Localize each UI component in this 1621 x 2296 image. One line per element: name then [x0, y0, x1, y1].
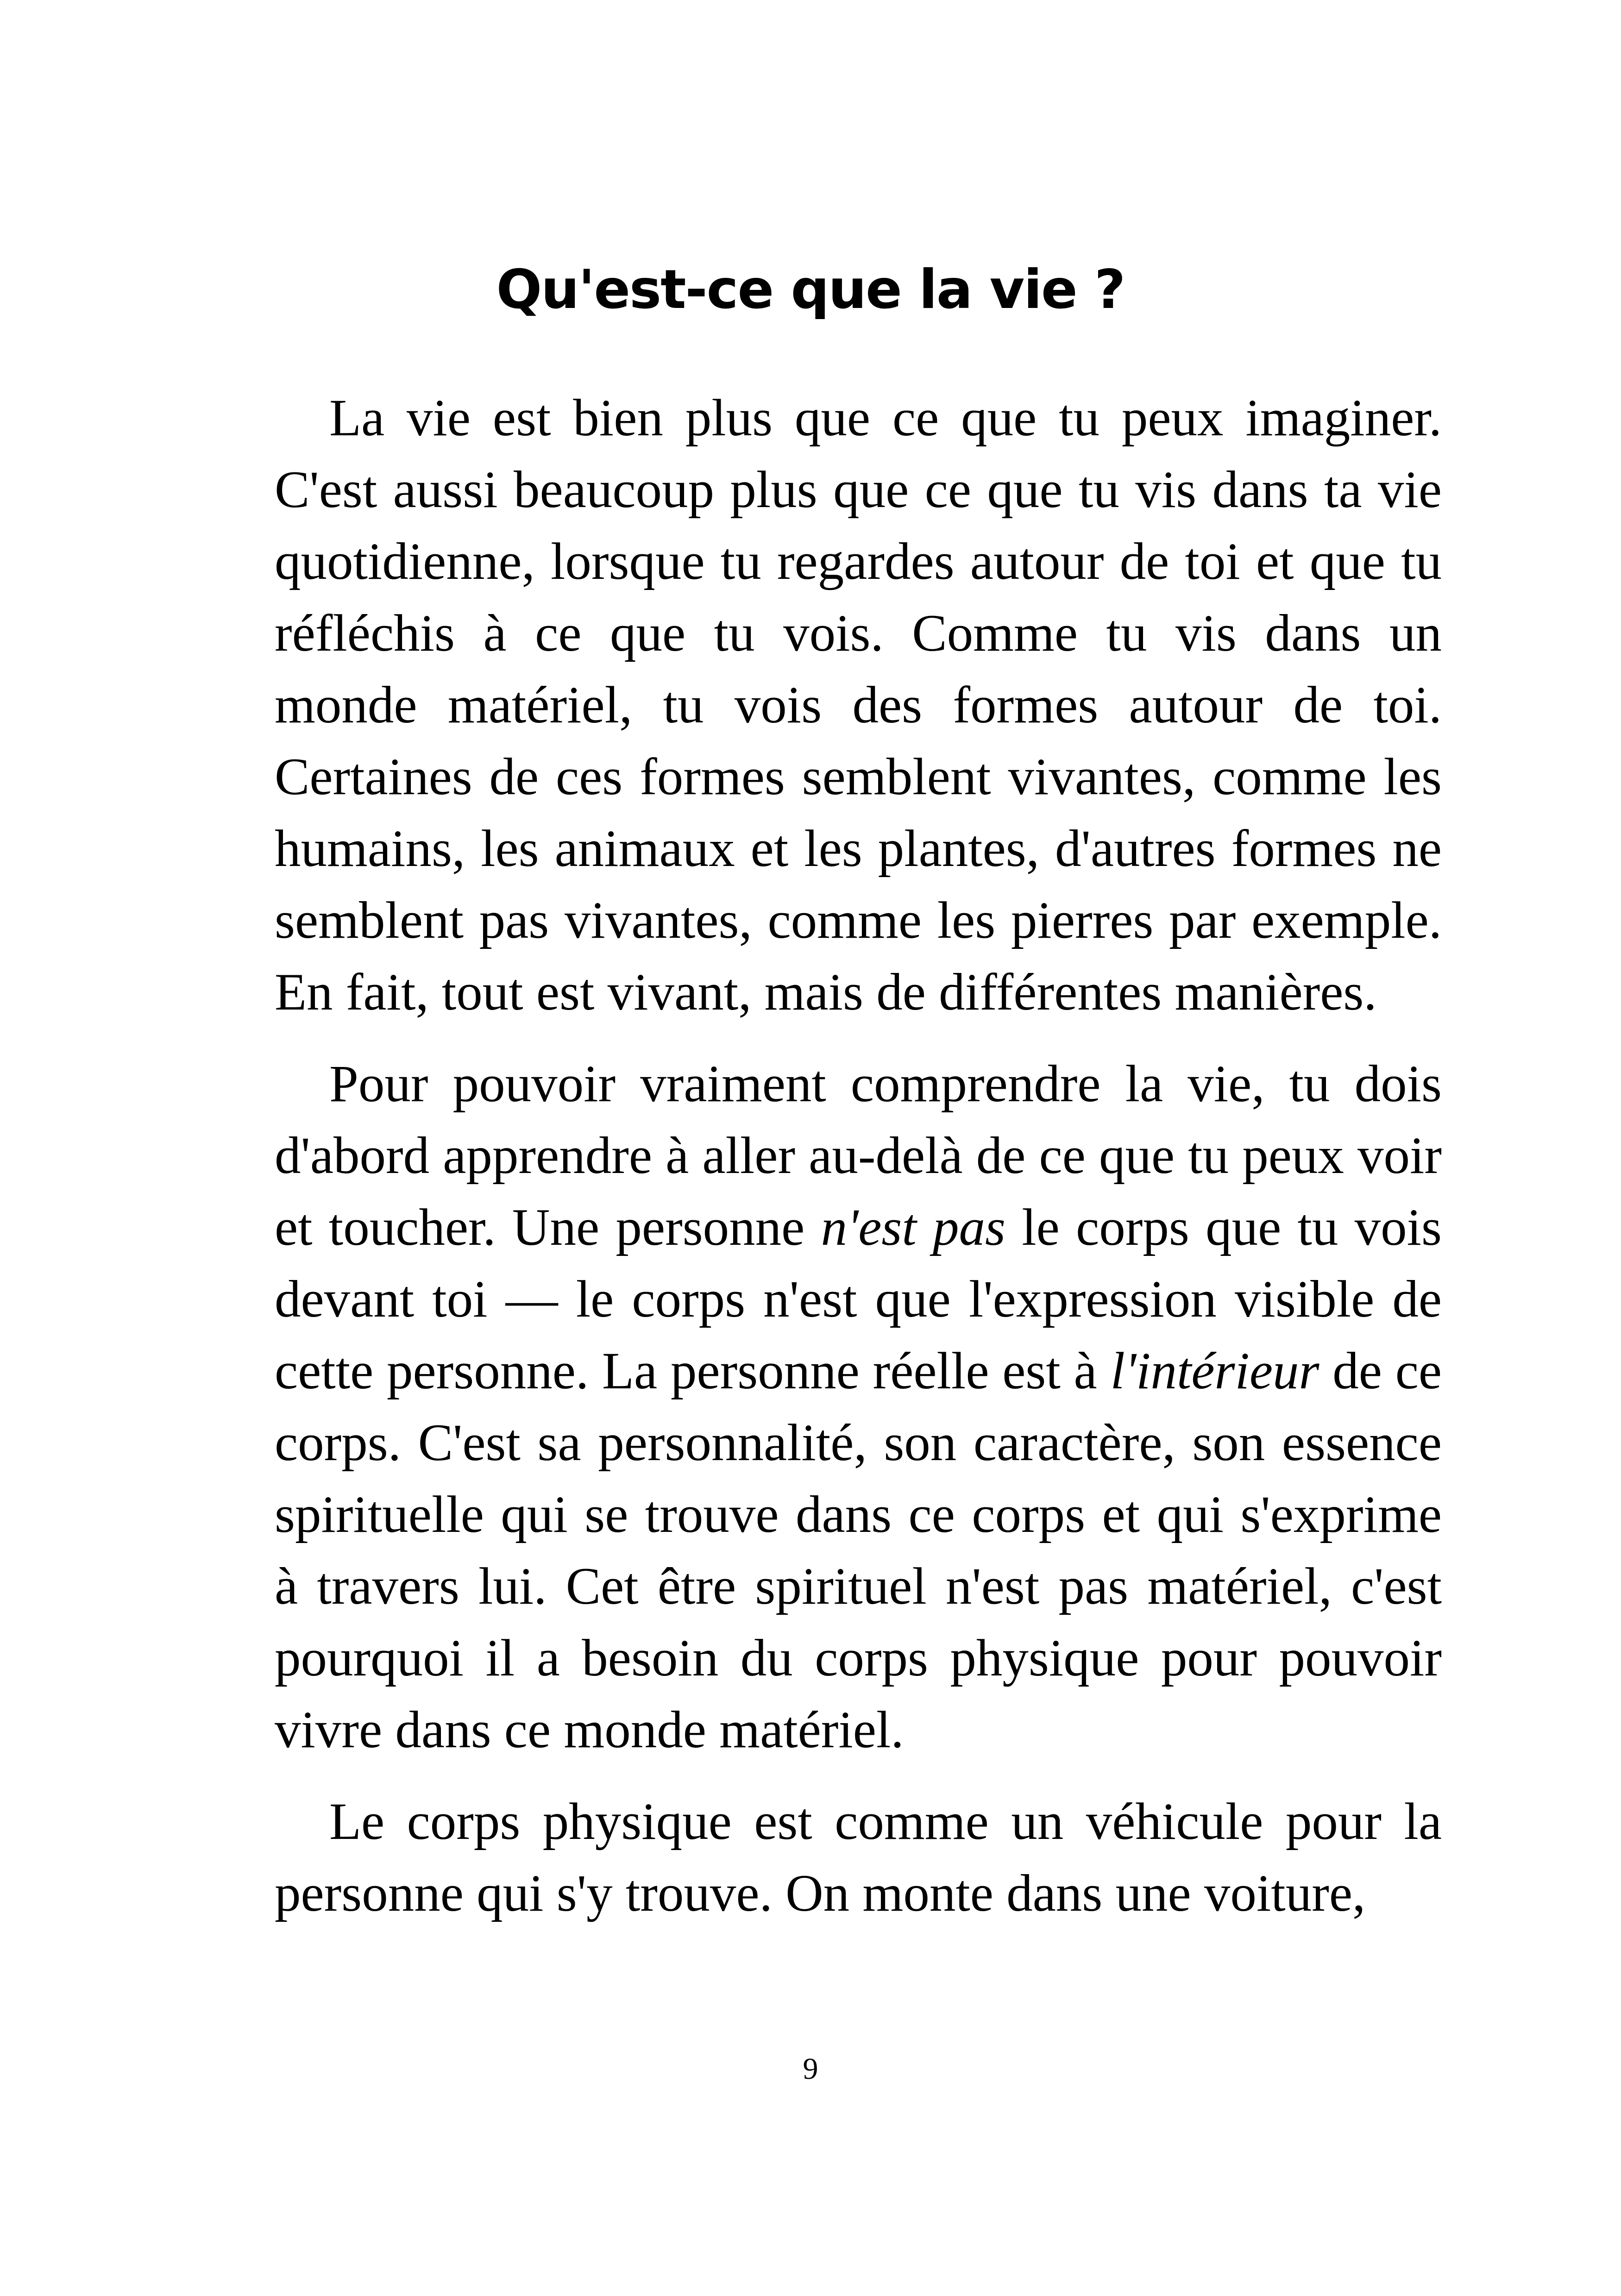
- paragraph: [275, 382, 1442, 1028]
- text-segment: Pour pouvoir vraiment comprendre la vie, tu dois d'abord apprendre à aller au-delà de ce que tu peux voir et toucher. Une personne: [275, 1055, 1442, 1256]
- text-segment: Le corps physique est comme un véhicule pour la personne qui s'y trouve. On monte dans une voiture,: [275, 1793, 1442, 1922]
- emphasis-text: n'est pas: [821, 1198, 1006, 1256]
- text-segment: le corps que tu vois devant toi — le corps n'est que l'expression visible de cette personne. La personne réelle est à: [275, 1198, 1442, 1400]
- paragraph: [275, 1786, 1442, 1929]
- chapter-title: Qu'est-ce que la vie ?: [496, 258, 1125, 321]
- paragraph: [275, 1048, 1442, 1766]
- text-segment: de ce corps. C'est sa personnalité, son caractère, son essence spirituelle qui se trouve dans ce corps et qui s'exprime à travers lui. Cet être spirituel n'est pas matériel, c'est pourquoi il a besoin du corps physique pour pouvoir vivre dans ce monde matériel.: [275, 1342, 1442, 1759]
- emphasis-text: l'intérieur: [1110, 1342, 1319, 1400]
- body-text: [275, 382, 1442, 1949]
- text-segment: La vie est bien plus que ce que tu peux imaginer. C'est aussi beaucoup plus que ce que tu vis dans ta vie quotidienne, lorsque tu regardes autour de toi et que tu réfléchis à ce que tu vois. Comme tu vis dans un monde matériel, tu vois des formes autour de toi. Certaines de ces formes semblent vivantes, comme les humains, les animaux et les plantes, d'autres formes ne semblent pas vivantes, comme les pierres par exemple. En fait, tout est vivant, mais de différentes manières.: [275, 389, 1442, 1021]
- page-number: 9: [803, 2052, 818, 2086]
